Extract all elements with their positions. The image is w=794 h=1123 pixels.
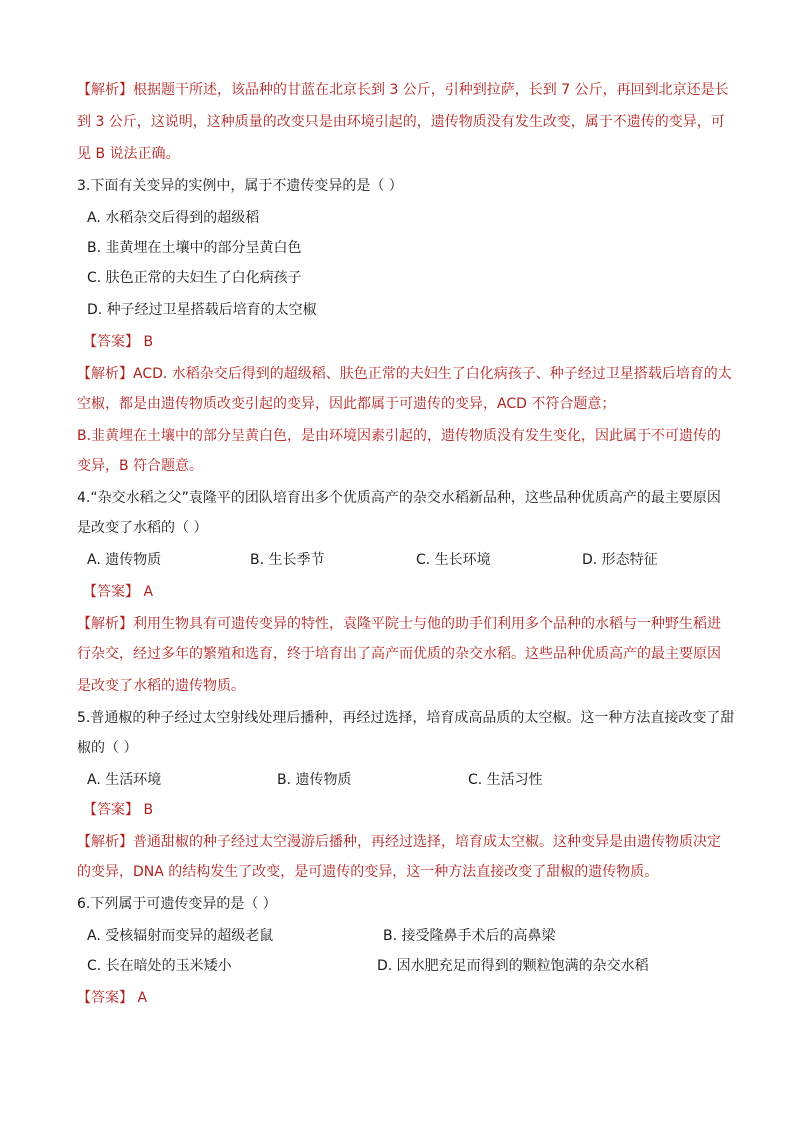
q5-analysis-tag: 【解析】 [77,834,133,850]
q4-analysis-line-1: 【解析】利用生物具有可遗传变异的特性，袁隆平院士与他的助手们利用多个品种的水稻与一种野生稻进 [77,616,721,632]
q4-option-b: B. 生长季节 [250,552,325,568]
q3-option-d: D. 种子经过卫星搭载后培育的太空椒 [87,302,317,318]
q5-analysis-line-1: 【解析】普通甜椒的种子经过太空漫游后播种，再经过选择，培育成太空椒。这种变异是由遗传物质决定 [77,834,721,850]
q5-analysis-line-2: 的变异，DNA 的结构发生了改变，是可遗传的变异，这一种方法直接改变了甜椒的遗传物质。 [77,864,659,880]
q5-stem-line-2: 椒的（ ） [77,740,138,756]
q3-option-a: A. 水稻杂交后得到的超级稻 [87,210,260,226]
q3-answer-value: B [143,334,154,350]
q6-option-d: D. 因水肥充足而得到的颗粒饱满的杂交水稻 [377,958,649,974]
q5-option-b: B. 遗传物质 [277,772,352,788]
q5-answer-value: B [143,802,154,818]
q4-answer-tag: 【答案】 [83,584,139,600]
q3-analysis-line-2: 空椒，都是由遗传物质改变引起的变异，因此都属于可遗传的变异，ACD 不符合题意； [77,396,616,412]
q3-analysis-line-1: 【解析】ACD. 水稻杂交后得到的超级稻、肤色正常的夫妇生了白化病孩子、种子经过卫星搭载后培育的太 [77,366,732,382]
q3-stem: 3.下面有关变异的实例中，属于不遗传变异的是（ ） [77,178,403,194]
q5-answer [83,800,733,820]
q6-answer-tag: 【答案】 [77,990,133,1006]
q2-analysis-tag: 【解析】 [77,82,133,98]
q3-answer [83,332,733,352]
q4-answer-value: A [143,584,154,600]
q2-analysis-line-3: 见 B 说法正确。 [77,146,180,162]
q6-option-a: A. 受核辐射而变异的超级老鼠 [87,928,274,944]
q4-analysis-tag: 【解析】 [77,616,133,632]
q4-option-c: C. 生长环境 [416,552,491,568]
q5-answer-tag: 【答案】 [83,802,139,818]
q4-analysis-line-2: 行杂交，经过多年的繁殖和选育，终于培育出了高产而优质的杂交水稻。这些品种优质高产的最主要原因 [77,646,721,662]
q4-option-d: D. 形态特征 [582,552,658,568]
q6-answer [77,988,727,1008]
q5-option-a: A. 生活环境 [87,772,162,788]
q3-analysis-line-3: B.韭黄埋在土壤中的部分呈黄白色，是由环境因素引起的，遗传物质没有发生变化，因此属于不可遗传的 [77,428,722,444]
q6-answer-value: A [137,990,148,1006]
q6-stem: 6.下列属于可遗传变异的是（ ） [77,896,277,912]
q3-analysis-line-4: 变异，B 符合题意。 [77,458,204,474]
q6-option-c: C. 长在暗处的玉米矮小 [87,958,232,974]
q6-option-b: B. 接受隆鼻手术后的高鼻梁 [383,928,556,944]
q3-answer-tag: 【答案】 [83,334,139,350]
q3-option-c: C. 肤色正常的夫妇生了白化病孩子 [87,270,302,286]
q4-analysis-line-3: 是改变了水稻的遗传物质。 [77,678,245,694]
q3-option-b: B. 韭黄埋在土壤中的部分呈黄白色 [87,240,302,256]
q4-stem-line-2: 是改变了水稻的（ ） [77,520,208,536]
q2-analysis-line-1: 【解析】根据题干所述，该品种的甘蓝在北京长到 3 公斤，引种到拉萨，长到 7 公斤，再回到北京还是长 [77,82,729,98]
q4-option-a: A. 遗传物质 [87,552,162,568]
q5-option-c: C. 生活习性 [468,772,543,788]
q4-stem-line-1: 4.“杂交水稻之父”袁隆平的团队培育出多个优质高产的杂交水稻新品种，这些品种优质高产的最主要原因 [77,490,721,506]
q3-analysis-tag: 【解析】 [77,366,133,382]
q4-answer [83,582,733,602]
q2-analysis-line-2: 到 3 公斤，这说明，这种质量的改变只是由环境引起的，遗传物质没有发生改变，属于不遗传的变异，可 [77,114,725,130]
q5-stem-line-1: 5.普通椒的种子经过太空射线处理后播种，再经过选择，培育成高品质的太空椒。这一种方法直接改变了甜 [77,710,735,726]
